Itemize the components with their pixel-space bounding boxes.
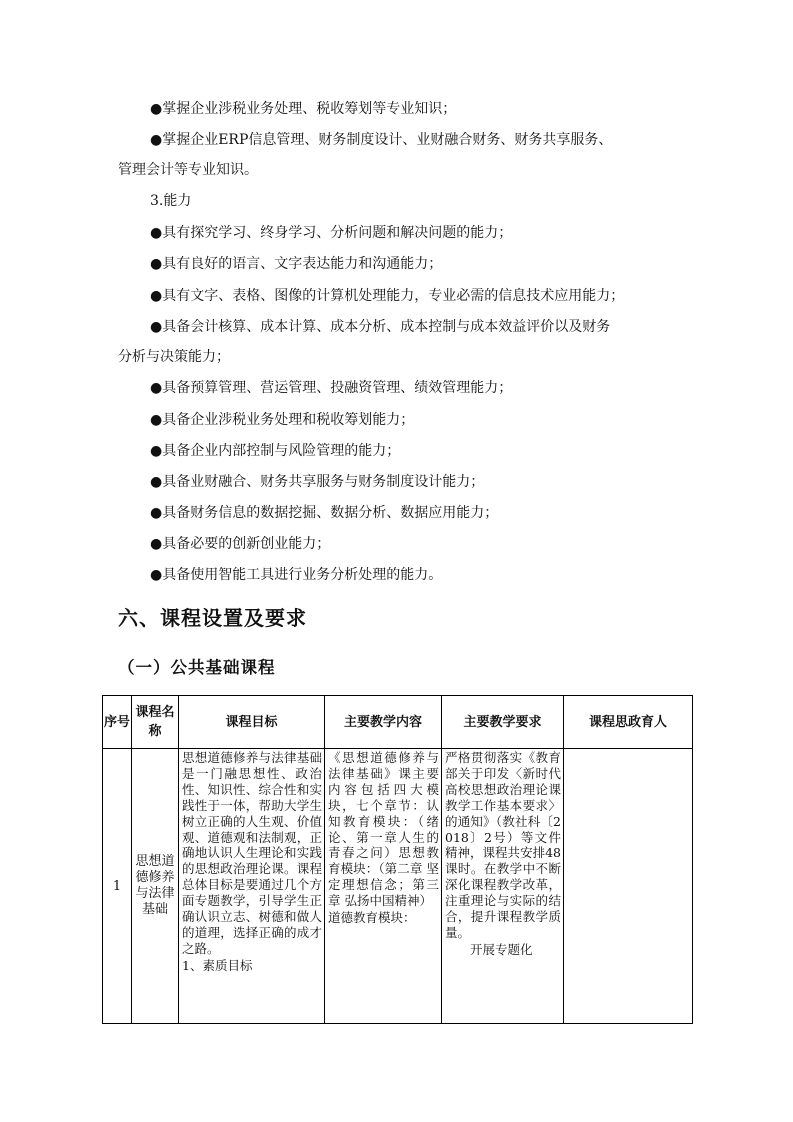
table-row	[103, 749, 693, 1024]
knowledge-item-erp-cont: 管理会计等专业知识。	[118, 162, 258, 178]
ability-item-3: ●具有文字、表格、图像的计算机处理能力，专业必需的信息技术应用能力；	[150, 288, 625, 304]
cell-requirement-tail: 开展专题化	[470, 941, 533, 957]
ability-item-10: ●具备必要的创新创业能力；	[150, 536, 331, 552]
header-name: 课程名称	[132, 696, 179, 749]
ability-item-5: ●具备预算管理、营运管理、投融资管理、绩效管理能力；	[150, 380, 513, 396]
cell-ideological	[564, 749, 693, 1024]
cell-requirement: 严格贯彻落实《教育部关于印发〈新时代高校思想政治理论课教学工作基本要求〉的通知》（教社科〔2018〕2号）等文件精神，课程共安排48课时。在教学中不断深化课程教学改革，注重理论与实际的结合，提升课程教学质量。 开展专题化	[442, 749, 564, 1024]
header-requirement: 主要教学要求	[442, 696, 564, 749]
ability-item-9: ●具备财务信息的数据挖掘、数据分析、数据应用能力；	[150, 505, 499, 521]
ability-item-4-cont: 分析与决策能力；	[118, 349, 230, 365]
ability-item-7: ●具备企业内部控制与风险管理的能力；	[150, 443, 401, 459]
header-no: 序号	[103, 696, 132, 749]
header-goal: 课程目标	[179, 696, 325, 749]
table-header-row	[103, 696, 693, 749]
ability-item-2: ●具有良好的语言、文字表达能力和沟通能力；	[150, 256, 443, 272]
cell-content: 《思想道德修养与法律基础》课主要内容包括四大模块，七个章节：认知教育模块：（绪论、第一章人生的青春之问）思想教育模块：（第二章 坚定理想信念；第三章 弘扬中国精神） 道德教育模块：	[325, 749, 442, 1024]
cell-no: 1	[103, 749, 132, 1024]
ability-item-11: ●具备使用智能工具进行业务分析处理的能力。	[150, 567, 443, 583]
knowledge-item-tax: ●掌握企业涉税业务处理、税收筹划等专业知识；	[150, 101, 457, 117]
ability-item-4: ●具备会计核算、成本计算、成本分析、成本控制与成本效益评价以及财务	[150, 319, 611, 335]
subsection-title: （一）公共基础课程	[118, 658, 276, 677]
header-content: 主要教学内容	[325, 696, 442, 749]
cell-course-name: 思想道德修养与法律基础	[132, 749, 179, 1024]
cell-content-tail: 道德教育模块：	[328, 910, 416, 926]
cell-goal-tail: 1、素质目标	[182, 957, 253, 973]
course-table	[102, 695, 693, 1024]
section-title: 六、课程设置及要求	[118, 606, 307, 630]
knowledge-item-erp: ●掌握企业ERP信息管理、财务制度设计、业财融合财务、财务共享服务、	[150, 132, 613, 148]
ability-item-6: ●具备企业涉税业务处理和税收筹划能力；	[150, 412, 415, 428]
ability-item-1: ●具有探究学习、终身学习、分析问题和解决问题的能力；	[150, 225, 513, 241]
header-ideological: 课程思政育人	[564, 696, 693, 749]
section-ability-heading: 3.能力	[150, 193, 192, 209]
ability-item-8: ●具备业财融合、财务共享服务与财务制度设计能力；	[150, 474, 485, 490]
cell-goal: 思想道德修养与法律基础是一门融思想性、政治性、知识性、综合性和实践性于一体，帮助大学生树立正确的人生观、价值观、道德观和法制观，正确地认识人生理论和实践的思想政治理论课。课程总体目标是要通过几个方面专题教学，引导学生正确认识立志、树德和做人的道理，选择正确的成才之路。 1、素质目标	[179, 749, 325, 1024]
